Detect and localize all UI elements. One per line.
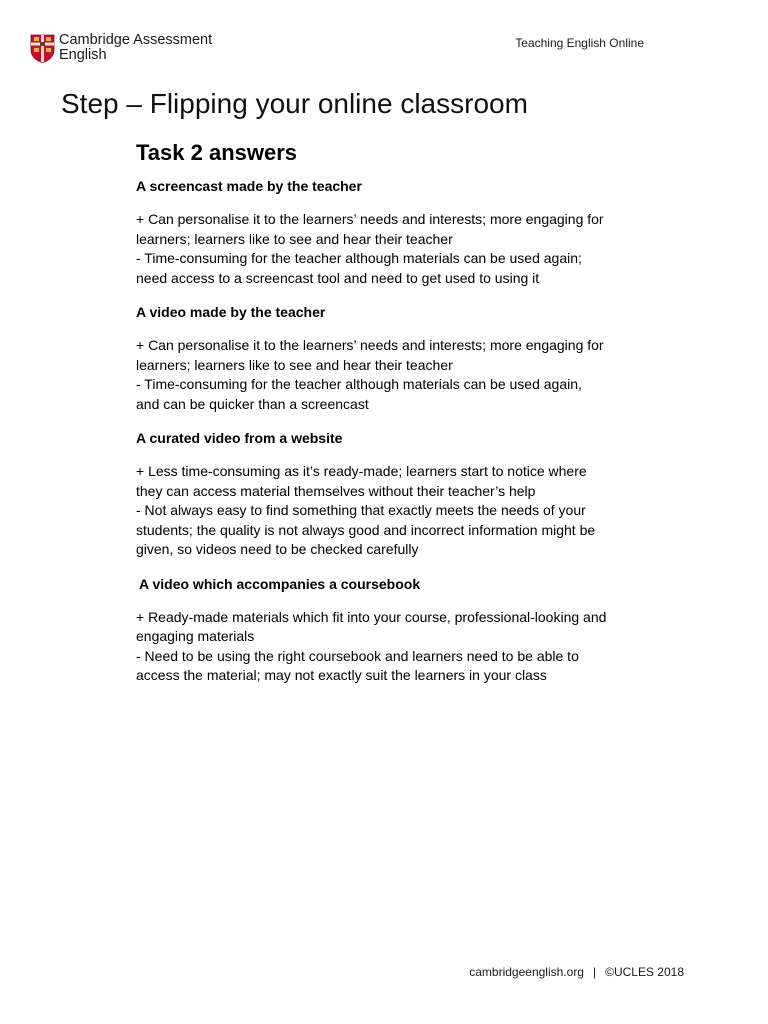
section-line: + Can personalise it to the learners’ needs and interests; more engaging for (136, 337, 604, 353)
section-line: learners; learners like to see and hear their teacher (136, 356, 453, 373)
section-curated-video (136, 429, 636, 560)
section-line: + Ready-made materials which fit into your course, professional-looking and (136, 608, 607, 625)
section-line: engaging materials (136, 628, 255, 644)
cambridge-shield-icon (30, 34, 55, 63)
logo-line2: English (59, 47, 107, 63)
section-line: - Not always easy to find something that exactly meets the needs of your (136, 502, 586, 518)
section-screencast (136, 177, 636, 288)
section-line: - Time-consuming for the teacher although materials can be used again; (136, 250, 582, 266)
footer-website: cambridgeenglish.org (469, 965, 584, 979)
header-course-label: Teaching English Online (515, 36, 644, 50)
logo-line1: Cambridge Assessment (59, 32, 213, 48)
footer-separator: | (592, 965, 597, 979)
footer-copyright: ©UCLES 2018 (605, 965, 684, 979)
section-coursebook-video (136, 575, 636, 686)
section-line: access the material; may not exactly suit the learners in your class (136, 667, 547, 683)
section-heading: A video made by the teacher (136, 304, 326, 320)
page-footer (469, 965, 684, 979)
section-teacher-video (136, 303, 636, 414)
section-line: + Less time-consuming as it’s ready-made; learners start to notice where (136, 463, 587, 479)
page-title: Step – Flipping your online classroom (61, 88, 528, 119)
section-line: need access to a screencast tool and need to get used to using it (136, 269, 540, 286)
section-heading: A curated video from a website (136, 430, 343, 446)
section-line: and can be quicker than a screencast (136, 395, 369, 412)
cambridge-assessment-logo (30, 33, 212, 63)
document-body (136, 139, 636, 701)
section-line: they can access material themselves without their teacher’s help (136, 482, 536, 499)
section-line: students; the quality is not always good and incorrect information might be (136, 521, 596, 538)
section-line: given, so videos need to be checked carefully (136, 541, 419, 557)
task-title: Task 2 answers (136, 140, 298, 165)
section-line: learners; learners like to see and hear their teacher (136, 230, 453, 247)
section-line: - Need to be using the right coursebook and learners need to be able to (136, 647, 579, 664)
section-line: + Can personalise it to the learners’ needs and interests; more engaging for (136, 211, 604, 227)
section-heading: A screencast made by the teacher (136, 178, 362, 194)
section-line: - Time-consuming for the teacher although materials can be used again, (136, 376, 582, 392)
section-heading: A video which accompanies a coursebook (139, 575, 421, 592)
